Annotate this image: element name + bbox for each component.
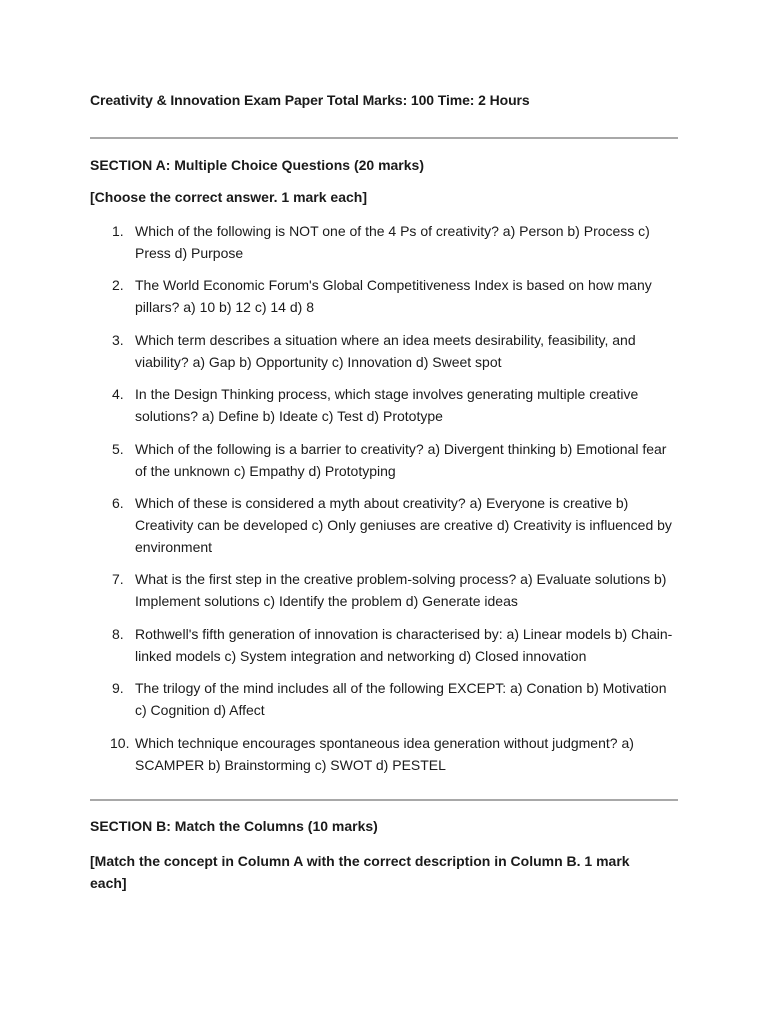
question-number: 1.: [112, 223, 124, 239]
section-b-title: SECTION B: Match the Columns (10 marks): [90, 818, 378, 834]
question-number: 5.: [112, 440, 124, 457]
section-a-instructions: [Choose the correct answer. 1 mark each]: [90, 189, 367, 205]
question-text: The World Economic Forum's Global Competitiveness Index is based on how many pillars? a) 10 b) 12 c) 14 d) 8: [135, 277, 652, 316]
question-text: What is the first step in the creative problem-solving process? a) Evaluate solutions b) Implement solutions c) Identify the problem d) Generate ideas: [135, 571, 667, 610]
question-list: [90, 220, 680, 786]
question-number: 8.: [112, 625, 124, 642]
question-number: 3.: [112, 331, 124, 348]
question-item: [90, 329, 680, 373]
question-number: 4.: [112, 386, 124, 403]
question-item: [90, 732, 680, 776]
question-text: Which term describes a situation where an idea meets desirability, feasibility, and viability? a) Gap b) Opportunity c) Innovation d) Sweet spot: [135, 331, 636, 370]
question-text: Rothwell's fifth generation of innovation is characterised by: a) Linear models b) Chain-linked models c) System integration and networking d) Closed innovation: [135, 625, 673, 664]
question-item: [90, 438, 680, 482]
question-number: 2.: [112, 277, 124, 294]
question-item: [90, 568, 680, 612]
question-item: [90, 623, 680, 667]
question-item: [90, 220, 680, 264]
question-text: Which of the following is a barrier to creativity? a) Divergent thinking b) Emotional fear of the unknown c) Empathy d) Prototyping: [135, 440, 667, 479]
section-a-title: SECTION A: Multiple Choice Questions (20 marks): [90, 157, 424, 173]
section-b-instructions: [Match the concept in Column A with the correct description in Column B. 1 mark each]: [90, 853, 630, 891]
question-item: [90, 274, 680, 318]
question-item: [90, 677, 680, 721]
question-text: The trilogy of the mind includes all of the following EXCEPT: a) Conation b) Motivation c) Cognition d) Affect: [135, 680, 667, 719]
question-number: 9.: [112, 680, 124, 697]
exam-title: Creativity & Innovation Exam Paper Total Marks: 100 Time: 2 Hours: [90, 92, 530, 108]
question-item: [90, 383, 680, 427]
section-divider-top: [90, 137, 678, 139]
section-divider-middle: [90, 799, 678, 801]
question-number: 6.: [112, 494, 124, 511]
question-number: 10.: [110, 734, 130, 751]
question-number: 7.: [112, 571, 124, 588]
question-text: Which of these is considered a myth about creativity? a) Everyone is creative b) Creativity can be developed c) Only geniuses are creative d) Creativity is influenced by environment: [135, 494, 672, 555]
question-item: [90, 492, 680, 558]
question-text: In the Design Thinking process, which stage involves generating multiple creative solutions? a) Define b) Ideate c) Test d) Prototype: [135, 386, 639, 425]
question-text: Which technique encourages spontaneous idea generation without judgment? a) SCAMPER b) Brainstorming c) SWOT d) PESTEL: [135, 734, 634, 773]
question-text: Which of the following is NOT one of the 4 Ps of creativity? a) Person b) Process c) Press d) Purpose: [135, 223, 650, 261]
